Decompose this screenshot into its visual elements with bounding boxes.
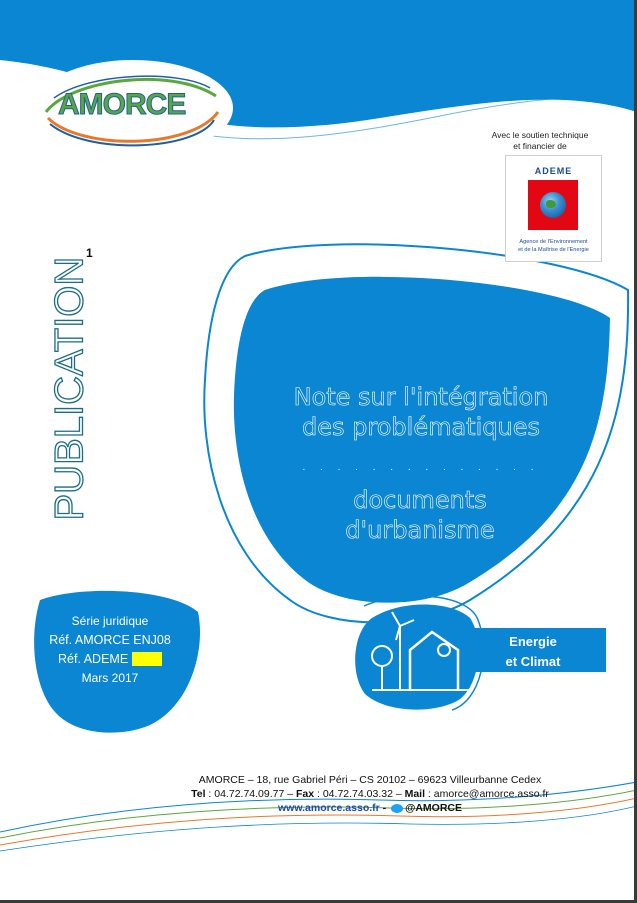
page-number: 1 [86,246,93,260]
ademe-emblem [528,180,578,230]
mail-label: Mail [404,788,426,800]
document-title-continued [230,485,610,545]
title-line-2: des problématiques [302,413,540,441]
support-line-1: Avec le soutien technique [491,130,589,140]
title-line-1: Note sur l'intégration [293,383,549,411]
ref-ademe-value [132,652,162,666]
support-line-2: et financier de [513,141,567,151]
tel-label: Tel [191,788,206,800]
ref-ademe-label: Réf. ADEME [58,652,129,666]
publication-label: PUBLICATION [47,256,92,521]
footer-contact [100,773,637,815]
globe-icon [540,192,566,218]
title-line-3: documents [353,486,487,514]
footer-web-line [100,801,637,815]
ademe-sub-line-1: Agence de l'Environnement [519,239,588,245]
footer-address: AMORCE – 18, rue Gabriel Péri – CS 20102 – 69623 Villeurbanne Cedex [198,774,542,786]
tel-value: : 04.72.74.09.77 – [205,788,296,800]
mail-value[interactable]: : amorce@amorce.asso.fr [425,788,549,800]
fax-label: Fax [296,788,315,800]
support-caption [470,130,610,152]
amorce-logo-text: AMORCE [58,88,186,121]
twitter-handle[interactable]: @AMORCE [405,802,462,814]
ref-ademe [35,650,185,669]
twitter-icon [391,804,403,813]
house-wind-sun-icon [355,596,483,710]
website-link[interactable]: www.amorce.asso.fr [278,802,380,814]
serie-type: Série juridique [71,614,149,628]
ref-amorce: Réf. AMORCE ENJ08 [49,633,171,647]
title-line-4: d'urbanisme [345,516,495,544]
footer-separator: - [379,802,390,814]
serie-date: Mars 2017 [81,671,139,685]
theme-line-2: et Climat [505,654,561,669]
document-title [236,382,606,442]
fax-value: : 04.72.74.03.32 – [314,788,405,800]
serie-info [35,612,185,688]
ademe-logo [505,155,602,262]
footer-phone-line [100,787,637,801]
title-dots: . . . . . . . . . . . . . . [302,462,540,473]
theme-label [478,632,588,672]
ademe-name: ADEME [534,166,573,176]
ademe-sub-line-2: et de la Maîtrise de l'Energie [518,247,589,253]
theme-line-1: Energie [509,634,557,649]
ademe-subtitle [508,238,599,254]
